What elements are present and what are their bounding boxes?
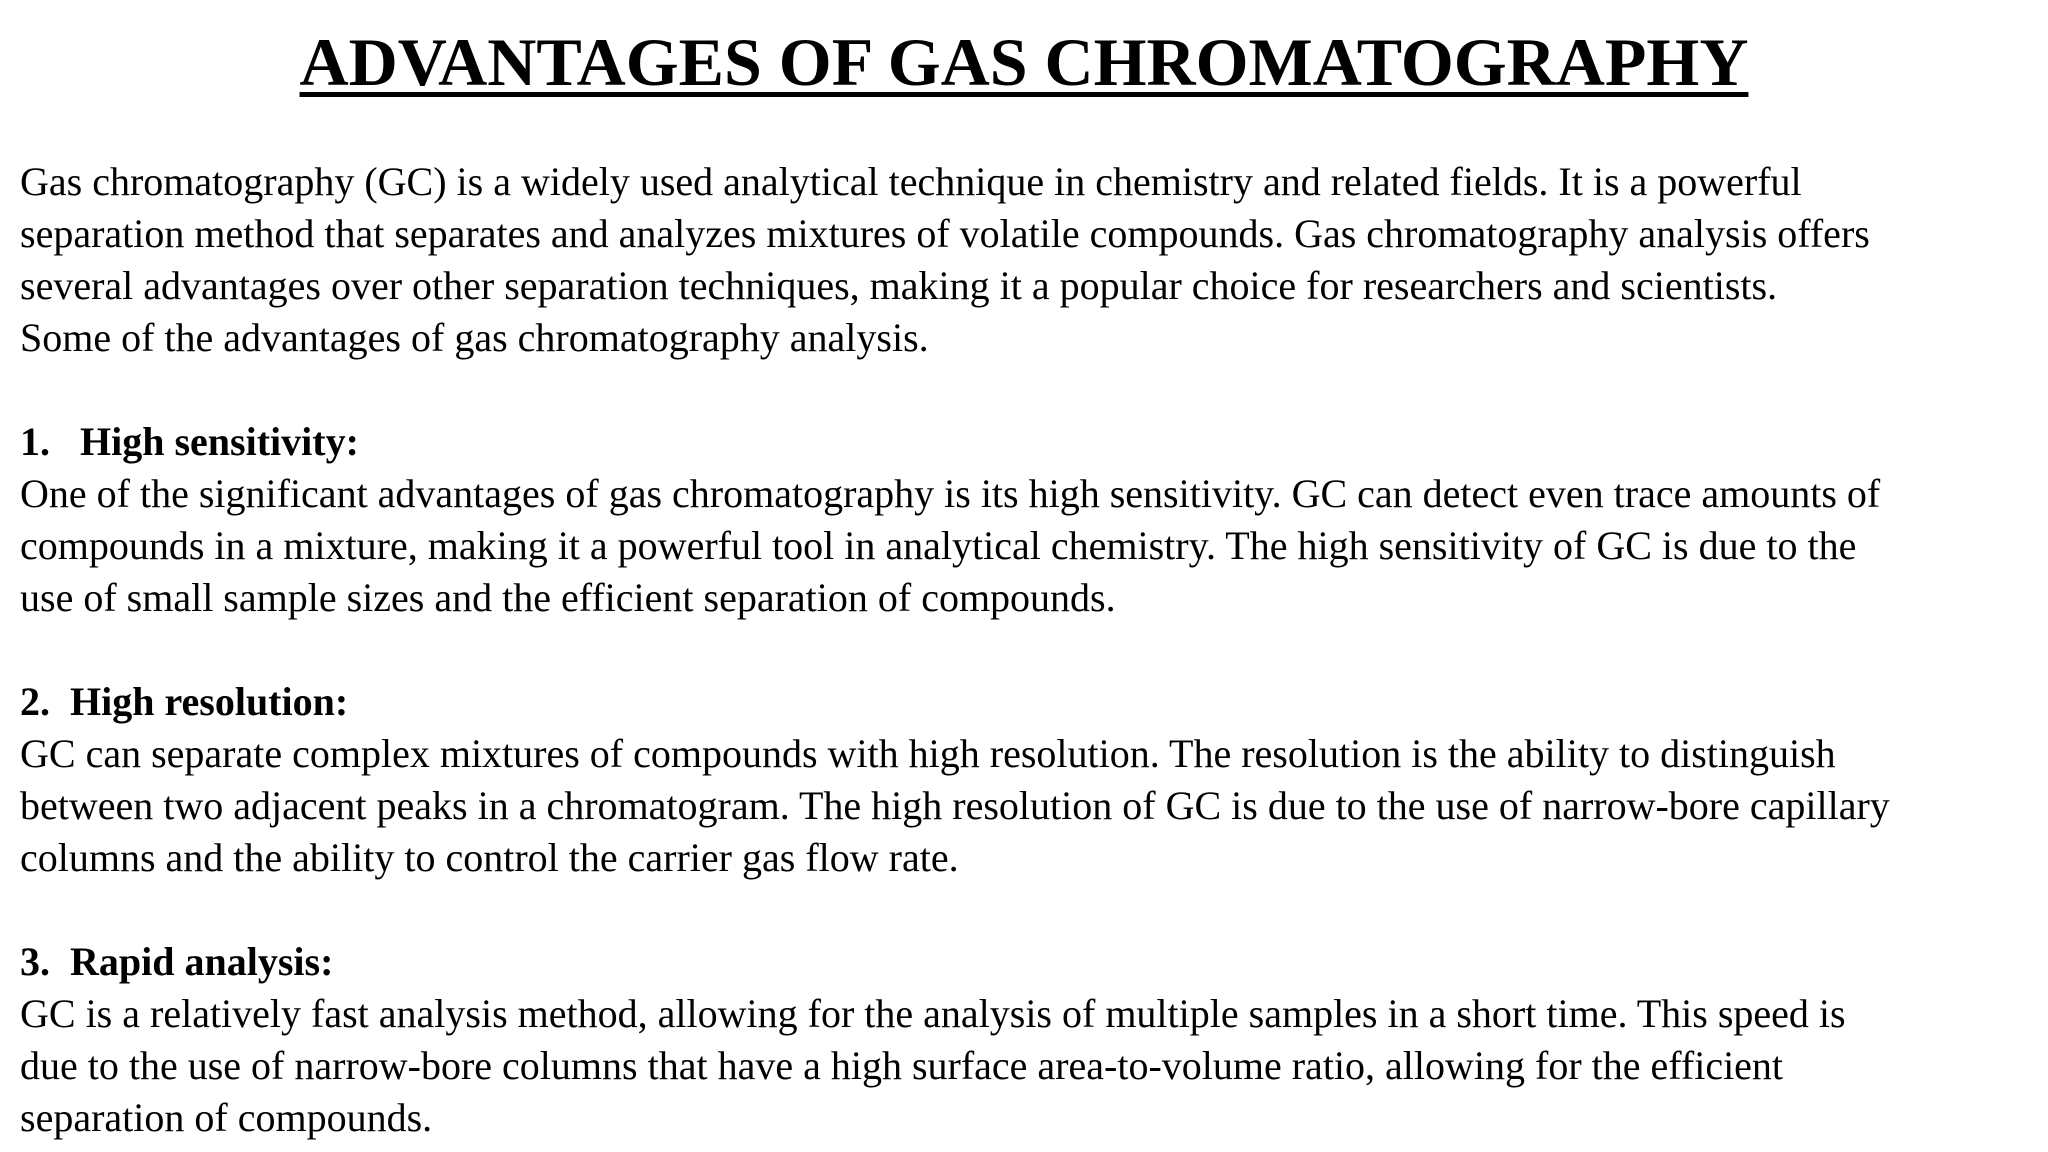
section-line: use of small sample sizes and the efficient separation of compounds. <box>20 575 1116 620</box>
intro-line: separation method that separates and analyzes mixtures of volatile compounds. Gas chromatography analysis offers <box>20 211 1870 256</box>
section-heading: 2. High resolution: <box>20 679 349 724</box>
section-heading: 3. Rapid analysis: <box>20 939 334 984</box>
section-line: columns and the ability to control the carrier gas flow rate. <box>20 835 959 880</box>
section-line: between two adjacent peaks in a chromatogram. The high resolution of GC is due to the use of narrow-bore capillary <box>20 783 1890 828</box>
section-body <box>20 728 2028 884</box>
section-high-sensitivity <box>20 416 2028 624</box>
page-title-text: ADVANTAGES OF GAS CHROMATOGRAPHY <box>299 24 1749 100</box>
page-title <box>20 0 2028 100</box>
section-high-resolution <box>20 676 2028 884</box>
section-line: GC can separate complex mixtures of compounds with high resolution. The resolution is the ability to distinguish <box>20 731 1836 776</box>
intro-paragraph <box>20 156 2028 364</box>
section-body <box>20 988 2028 1144</box>
intro-line: Gas chromatography (GC) is a widely used analytical technique in chemistry and related fields. It is a powerful <box>20 159 1802 204</box>
intro-line: Some of the advantages of gas chromatography analysis. <box>20 315 929 360</box>
section-line: separation of compounds. <box>20 1095 433 1140</box>
intro-line: several advantages over other separation techniques, making it a popular choice for researchers and scientists. <box>20 263 1778 308</box>
section-line: due to the use of narrow-bore columns that have a high surface area-to-volume ratio, allowing for the efficient <box>20 1043 1784 1088</box>
section-line: One of the significant advantages of gas chromatography is its high sensitivity. GC can detect even trace amounts of <box>20 471 1881 516</box>
section-heading: 1. High sensitivity: <box>20 419 359 464</box>
section-body <box>20 468 2028 624</box>
section-rapid-analysis <box>20 936 2028 1144</box>
section-line: compounds in a mixture, making it a powerful tool in analytical chemistry. The high sensitivity of GC is due to the <box>20 523 1857 568</box>
section-line: GC is a relatively fast analysis method, allowing for the analysis of multiple samples in a short time. This speed is <box>20 991 1846 1036</box>
